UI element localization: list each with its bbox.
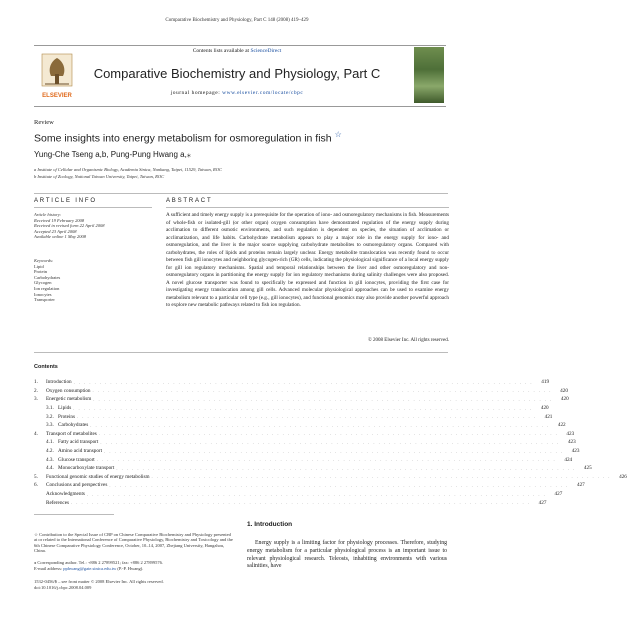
toc-entry-page: 423: [566, 430, 575, 437]
toc-entry[interactable]: [34, 421, 566, 430]
toc-entry[interactable]: [34, 378, 550, 387]
toc-entry[interactable]: [34, 430, 575, 439]
toc-entry-page: 421: [544, 413, 553, 420]
article-history: Article history: Received 19 February 2008 Received in revised form 22 April 2008 Accepted 23 April 2008 Available online 1 May 2008: [34, 212, 105, 240]
toc-entry[interactable]: [34, 387, 568, 396]
toc-leader-dots: . . . . . . . . . . . . . . . . . . . . . . . . . . . . . . . . . . . . . . . . . . . . . . . . . . . . . . . . . . . . . . . . . . . . . . . . . . . . . . . . . . . . . . . .: [86, 491, 547, 497]
toc-entry-title[interactable]: References: [46, 499, 70, 506]
toc-entry-page: 424: [564, 456, 573, 463]
toc-entry-page: 420: [540, 405, 549, 412]
toc-entry[interactable]: [34, 464, 592, 473]
toc-entry-number: 4.3.: [46, 456, 54, 463]
contents-availability: Contents lists available at ScienceDirect: [192, 48, 282, 54]
journal-name: Comparative Biochemistry and Physiology, Part C: [93, 66, 381, 81]
email-link[interactable]: pphwang@gate.sinica.edu.tw: [63, 566, 117, 571]
toc-entry-number: 4.: [34, 430, 38, 437]
copyright: © 2008 Elsevier Inc. All rights reserved.: [367, 338, 449, 343]
toc-leader-dots: . . . . . . . . . . . . . . . . . . . . . . . . . . . . . . . . . . . . . . . . . . . . . . . . . . . . . . . . . . . . . . . . . . . . . . . . . . . . . . . . . . . . . . . .: [100, 439, 560, 445]
issn-line: 1532-0456/$ – see front matter © 2008 Elsevier Inc. All rights reserved.: [34, 579, 164, 584]
toc-leader-dots: . . . . . . . . . . . . . . . . . . . . . . . . . . . . . . . . . . . . . . . . . . . . . . . . . . . . . . . . . . . . . . . . . . . . . . . . . . . . . . . . . . . . . . . .: [92, 388, 552, 394]
toc-leader-dots: . . . . . . . . . . . . . . . . . . . . . . . . . . . . . . . . . . . . . . . . . . . . . . . . . . . . . . . . . . . . . . . . . . . . . . . . . . . . . . . . . . . . . . . .: [73, 379, 534, 385]
abstract-heading: ABSTRACT: [166, 198, 213, 204]
divider: [166, 207, 449, 208]
toc-entry-page: 423: [571, 448, 580, 455]
toc-leader-dots: . . . . . . . . . . . . . . . . . . . . . . . . . . . . . . . . . . . . . . . . . . . . . . . . . . . . . . . . . . . . . . . . . . . . . . . . . . . . . . . . . . . . . . . .: [96, 457, 557, 463]
toc-entry-number: 3.1.: [46, 405, 54, 412]
divider: [34, 352, 448, 353]
toc-entry[interactable]: [34, 412, 553, 421]
toc-entry-title[interactable]: Carbohydrates: [58, 422, 89, 429]
toc-entry[interactable]: [34, 481, 585, 490]
divider: [34, 193, 448, 194]
toc-leader-dots: . . . . . . . . . . . . . . . . . . . . . . . . . . . . . . . . . . . . . . . . . . . . . . . . . . . . . . . . . . . . . . . . . . . . . . . . . . . . . . . . . . . . . . . .: [90, 422, 550, 428]
toc-entry-title[interactable]: Conclusions and perspectives: [46, 482, 108, 489]
toc-entry[interactable]: [34, 455, 573, 464]
affiliation-b: b Institute of Zoology, National Taiwan University, Taipei, Taiwan, ROC: [34, 174, 165, 179]
toc-entry-number: 3.: [34, 396, 38, 403]
toc-entry-title[interactable]: Energetic metabolism: [46, 396, 92, 403]
toc-entry-page: 427: [538, 499, 547, 506]
toc-leader-dots: . . . . . . . . . . . . . . . . . . . . . . . . . . . . . . . . . . . . . . . . . . . . . . . . . . . . . . . . . . . . . . . . . . . . . . . . . . . . . . . . . . . . . . . .: [77, 414, 537, 420]
toc-entry-page: 420: [560, 387, 568, 394]
toc-entry-title[interactable]: Transport of metabolites: [46, 430, 97, 437]
doi-link[interactable]: doi:10.1016/j.cbpc.2008.04.009: [34, 585, 92, 590]
journal-homepage-link[interactable]: www.elsevier.com/locate/cbpc: [222, 90, 304, 96]
toc-entry-page: 423: [567, 439, 576, 446]
toc-entry-title[interactable]: Proteins: [58, 413, 76, 420]
toc-leader-dots: . . . . . . . . . . . . . . . . . . . . . . . . . . . . . . . . . . . . . . . . . . . . . . . . . . . . . . . . . . . . . . . . . . . . . . . . . . . . . . . . . . . . . . . .: [116, 465, 576, 471]
toc-entry-page: 426: [619, 473, 627, 480]
toc-entry[interactable]: [34, 395, 569, 404]
toc-leader-dots: . . . . . . . . . . . . . . . . . . . . . . . . . . . . . . . . . . . . . . . . . . . . . . . . . . . . . . . . . . . . . . . . . . . . . . . . . . . . . . . . . . . . . . . .: [98, 431, 559, 437]
toc-entry-page: 420: [560, 396, 569, 403]
toc-entry-number: 5.: [34, 473, 38, 480]
journal-citation: Comparative Biochemistry and Physiology, Part C 148 (2008) 419–429: [165, 18, 309, 23]
toc-entry-title[interactable]: Fatty acid transport: [58, 439, 99, 446]
toc-entry-number: 4.4.: [46, 465, 54, 472]
article-title: Some insights into energy metabolism for osmoregulation in fish ☆: [34, 130, 342, 145]
title-footnote-star-icon[interactable]: ☆: [334, 130, 342, 139]
publisher-logo-text: ELSEVIER: [42, 93, 72, 99]
toc-entry-title[interactable]: Monocarboxylate transport: [58, 465, 115, 472]
article-info-heading: ARTICLE INFO: [34, 198, 97, 204]
introduction-text: Energy supply is a limiting factor for physiology processes. Therefore, studying energy metabolism for a particular physiological process is an important issue to relevant physiological research. Teleosts, inhabiting environments with various salinities, have: [247, 540, 447, 570]
toc-entry-page: 427: [576, 482, 585, 489]
toc-leader-dots: . . . . . . . . . . . . . . . . . . . . . . . . . . . . . . . . . . . . . . . . . . . . . . . . . . . . . . . . . . . . . . . . . . . . . . . . . . . . . . . . . . . . . . . .: [73, 405, 533, 411]
affiliation-a: a Institute of Cellular and Organismic Biology, Academia Sinica, Nankang, Taipei, 11529, Taiwan, ROC: [34, 167, 222, 172]
toc-entry-title[interactable]: Amino acid transport: [58, 448, 103, 455]
toc-entry-number: 2.: [34, 387, 38, 394]
abstract-text: A sufficient and timely energy supply is a prerequisite for the operation of iono- and osmoregulatory mechanisms in fish. Measurements of whole-fish or isolated-gill (or other organ) oxygen consumption have demonstrated regulation of the energy supply during acclimation to different osmotic environments, and such regulation is dependent on species, the situation of acclimation or acclimatization, and life habits. Carbohydrate metabolism appears to play a major role in the energy supply for iono- and osmoregulation, and the liver is the major source supplying carbohydrate metabolites to osmoregulatory organs. Compared with carbohydrates, the roles of lipids and proteins remain largely unclear. Energy metabolite translocation was recently found to occur between fish gill ionocytes and neighboring glycogen-rich (GR) cells, indicating the physiological significance of a local energy supply for gill ion regulatory mechanisms. Spatial and temporal relationships between the liver and other osmoregulatory and non-osmoregulatory organs in partitioning the energy supply for ion regulatory mechanisms during salinity challenges were also proposed. A novel glucose transporter was found to specifically be expressed and function in gill ionocytes, providing the first case for investigating energy translocation among gill cells. Advanced molecular physiological approaches can be used to examine energy metabolism relevant to a particular cell type (e.g., gill ionocytes), and functional genomics may also provide another powerful approach to explore new metabolic pathways related to fish ion regulation.: [166, 212, 449, 308]
keywords: Keywords: Lipid Protein Carbohydrates Glycogen Ion regulation Ionocytes Transporter: [34, 258, 61, 303]
toc-leader-dots: . . . . . . . . . . . . . . . . . . . . . . . . . . . . . . . . . . . . . . . . . . . . . . . . . . . . . . . . . . . . . . . . . . . . . . . . . . . . . . . . . . . . . . . .: [109, 482, 569, 488]
toc-entry-title[interactable]: Functional genomic studies of energy metabolism: [46, 473, 150, 480]
toc-leader-dots: . . . . . . . . . . . . . . . . . . . . . . . . . . . . . . . . . . . . . . . . . . . . . . . . . . . . . . . . . . . . . . . . . . . . . . . . . . . . . . . . . . . . . . . .: [151, 474, 611, 480]
journal-homepage: journal homepage: www.elsevier.com/locate/cbpc: [170, 90, 304, 96]
toc-entry-number: 3.3.: [46, 422, 54, 429]
contents-heading: Contents: [34, 364, 58, 370]
article-authors: Yung-Che Tseng a,b, Pung-Pung Hwang a,⁎: [34, 150, 191, 159]
toc-entry-page: 419: [541, 379, 550, 386]
article-type: Review: [34, 119, 54, 126]
toc-entry-title[interactable]: Oxygen consumption: [46, 387, 91, 394]
introduction-heading: 1. Introduction: [247, 521, 293, 528]
sciencedirect-link[interactable]: ScienceDirect: [250, 48, 282, 54]
toc-entry[interactable]: [34, 447, 580, 456]
footnote-contribution: ☆ Contribution to the Special Issue of CBP on Chinese Comparative Biochemistry and Physiology presented at or related to the International Conference of Comparative Physiology, Biochemistry and Toxicology and the 6th Chinese Comparative Physiology Conference, October, 10–14, 2007, Zhejiang University, Hangzhou, China.: [34, 532, 233, 554]
footnote-corresponding: ⁎ Corresponding author. Tel.: +886 2 27899521; fax: +886 2 27899576.: [34, 560, 164, 565]
toc-entry-title[interactable]: Lipids: [58, 405, 72, 412]
footnote-divider: [34, 514, 114, 515]
toc-entry-page: 427: [554, 491, 563, 498]
toc-entry[interactable]: [34, 498, 547, 507]
toc-entry-number: 3.2.: [46, 413, 54, 420]
toc-entry-number: 6.: [34, 482, 38, 489]
table-of-contents: [34, 378, 627, 507]
toc-leader-dots: . . . . . . . . . . . . . . . . . . . . . . . . . . . . . . . . . . . . . . . . . . . . . . . . . . . . . . . . . . . . . . . . . . . . . . . . . . . . . . . . . . . . . . . .: [104, 448, 564, 454]
toc-entry[interactable]: [34, 490, 563, 499]
toc-entry-page: 422: [557, 422, 566, 429]
toc-entry-number: 4.2.: [46, 448, 54, 455]
toc-entry[interactable]: [34, 438, 576, 447]
toc-entry-title[interactable]: Introduction: [46, 379, 72, 386]
journal-cover-image: [414, 47, 444, 103]
divider: [34, 207, 152, 208]
toc-entry-page: 425: [583, 465, 592, 472]
toc-leader-dots: . . . . . . . . . . . . . . . . . . . . . . . . . . . . . . . . . . . . . . . . . . . . . . . . . . . . . . . . . . . . . . . . . . . . . . . . . . . . . . . . . . . . . . . .: [93, 396, 553, 402]
toc-leader-dots: . . . . . . . . . . . . . . . . . . . . . . . . . . . . . . . . . . . . . . . . . . . . . . . . . . . . . . . . . . . . . . . . . . . . . . . . . . . . . . . . . . . . . . . .: [71, 500, 531, 506]
footnote-email: E-mail address: pphwang@gate.sinica.edu.tw (P.-P. Hwang).: [34, 566, 144, 571]
toc-entry-number: 4.1.: [46, 439, 54, 446]
toc-entry-title[interactable]: Glucose transport: [58, 456, 95, 463]
toc-entry[interactable]: [34, 473, 627, 482]
toc-entry-title[interactable]: Acknowledgments: [46, 491, 85, 498]
toc-entry[interactable]: [34, 404, 549, 413]
toc-entry-number: 1.: [34, 379, 38, 386]
